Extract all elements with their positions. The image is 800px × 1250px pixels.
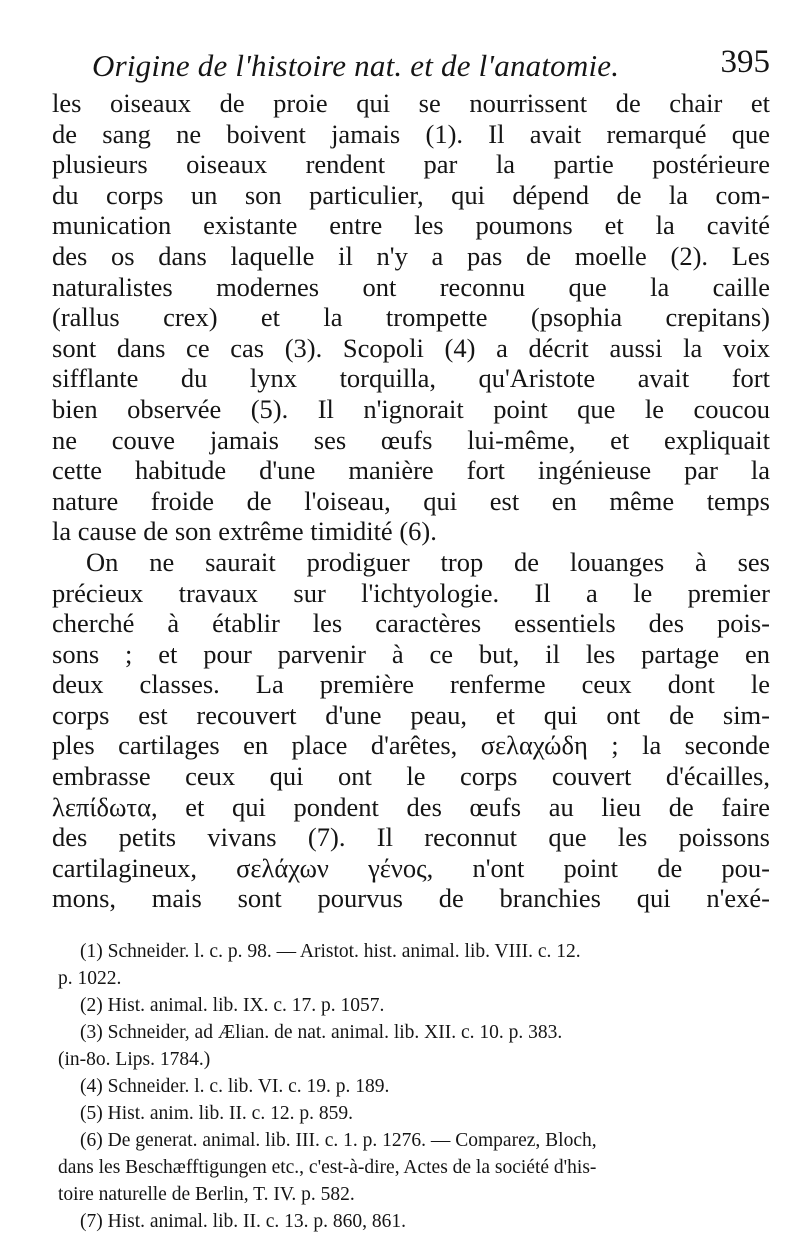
text-line: embrasse ceux qui ont le corps couvert d'écailles, xyxy=(52,761,770,792)
text-line: ne couve jamais ses œufs lui-même, et expliquait xyxy=(52,424,770,455)
text-line: plusieurs oiseaux rendent par la partie postérieure xyxy=(52,149,770,180)
text-line: λεπίδωτα, et qui pondent des œufs au lieu de faire xyxy=(52,791,770,822)
text-line: des os dans laquelle il n'y a pas de moelle (2). Les xyxy=(52,240,770,271)
footnote-4: (4) Schneider. l. c. lib. VI. c. 19. p. 189. xyxy=(80,1076,390,1097)
text-line: cartilagineux, σελάχων γένος, n'ont point de pou- xyxy=(52,852,770,883)
text-line: naturalistes modernes ont reconnu que la caille xyxy=(52,271,770,302)
footnote-5: (5) Hist. anim. lib. II. c. 12. p. 859. xyxy=(80,1103,353,1124)
text-line: sifflante du lynx torquilla, qu'Aristote avait fort xyxy=(52,363,770,394)
paragraph-first-line: On ne saurait prodiguer trop de louanges à ses xyxy=(86,546,770,577)
text-line: des petits vivans (7). Il reconnut que les poissons xyxy=(52,822,770,853)
footnote-7: (7) Hist. animal. lib. II. c. 13. p. 860, 861. xyxy=(80,1211,407,1232)
page-number: 395 xyxy=(720,44,770,80)
footnote-1: (1) Schneider. l. c. p. 98. — Aristot. hist. animal. lib. VIII. c. 12. xyxy=(80,941,581,962)
running-title: Origine de l'histoire nat. et de l'anatomie. xyxy=(92,48,620,83)
footnote-3-continued: (in-8o. Lips. 1784.) xyxy=(58,1049,211,1070)
text-line: précieux travaux sur l'ichtyologie. Il a le premier xyxy=(52,577,770,608)
text-line: cherché à établir les caractères essentiels des pois- xyxy=(52,608,770,639)
text-line: sont dans ce cas (3). Scopoli (4) a décrit aussi la voix xyxy=(52,332,770,363)
footnote-6-continued: dans les Beschæfftigungen etc., c'est-à-dire, Actes de la société d'his- xyxy=(58,1157,597,1178)
text-line: mons, mais sont pourvus de branchies qui n'exé- xyxy=(52,883,770,914)
text-line: (rallus crex) et la trompette (psophia crepitans) xyxy=(52,302,770,333)
page-header xyxy=(92,42,770,92)
text-line: sons ; et pour parvenir à ce but, il les partage en xyxy=(52,638,770,669)
text-line: munication existante entre les poumons et la cavité xyxy=(52,210,770,241)
text-line: les oiseaux de proie qui se nourrissent de chair et xyxy=(52,88,770,118)
text-line: cette habitude d'une manière fort ingénieuse par la xyxy=(52,455,770,486)
footnote-2: (2) Hist. animal. lib. IX. c. 17. p. 1057. xyxy=(80,995,385,1016)
footnote-6: (6) De generat. animal. lib. III. c. 1. p. 1276. — Comparez, Bloch, xyxy=(80,1130,597,1151)
text-line: ples cartilages en place d'arêtes, σελαχώδη ; la seconde xyxy=(52,730,770,761)
text-line: corps est recouvert d'une peau, et qui ont de sim- xyxy=(52,699,770,730)
footnote-1-continued: p. 1022. xyxy=(58,968,122,989)
text-line: la cause de son extrême timidité (6). xyxy=(52,516,437,547)
footnote-6-continued: toire naturelle de Berlin, T. IV. p. 582. xyxy=(58,1184,355,1205)
text-line: deux classes. La première renferme ceux dont le xyxy=(52,669,770,700)
text-line: bien observée (5). Il n'ignorait point que le coucou xyxy=(52,393,770,424)
footnotes xyxy=(52,938,770,1235)
text-line: de sang ne boivent jamais (1). Il avait remarqué que xyxy=(52,118,770,149)
text-line: nature froide de l'oiseau, qui est en même temps xyxy=(52,485,770,516)
text-line: du corps un son particulier, qui dépend de la com- xyxy=(52,179,770,210)
body-text xyxy=(52,88,770,914)
footnote-3: (3) Schneider, ad Ælian. de nat. animal. lib. XII. c. 10. p. 383. xyxy=(80,1022,563,1043)
